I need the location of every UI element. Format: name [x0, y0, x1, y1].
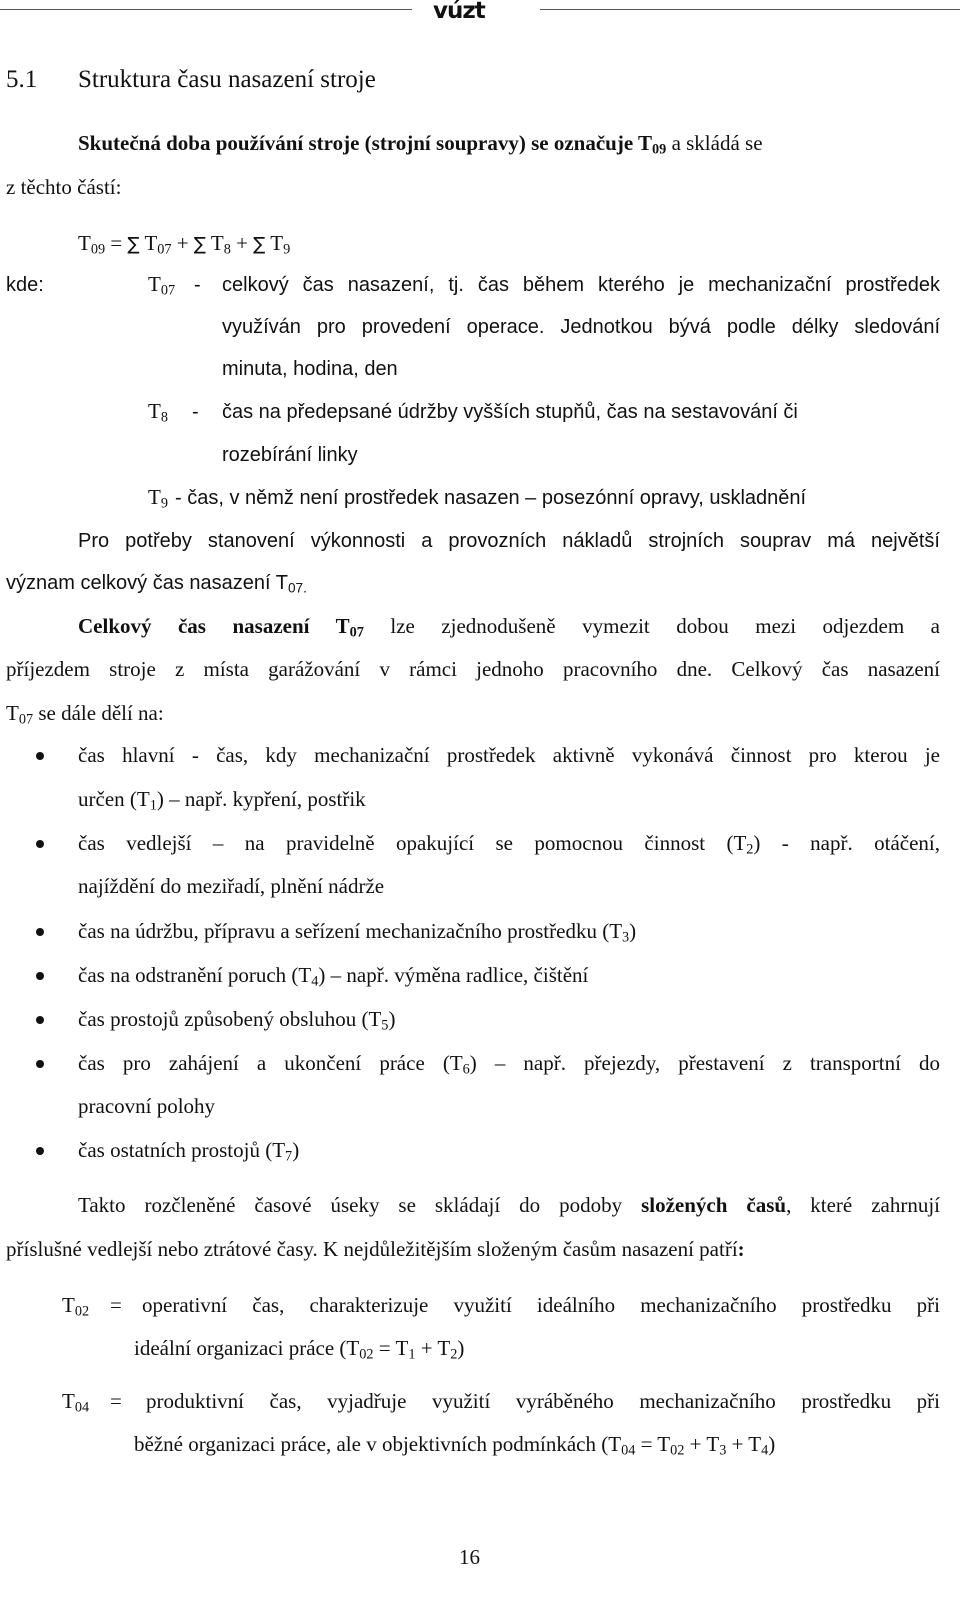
bullet-2-line1: čas vedlejší – na pravidelně opakující se pomocnou činnost $(T_2)$ - např. otáčení,: [78, 831, 940, 858]
para-takto-line2: příslušné vedlejší nebo ztrátové časy. K nejdůležitějším složeným časům nasazení patří:: [6, 1237, 745, 1261]
formula: $T_{09}$ = ∑ $T_{07}$ + ∑ $T_8$ + ∑ $T_9$: [78, 231, 291, 258]
t9-def: - čas, v němž není prostředek nasazen – posezónní opravy, uskladnění: [175, 487, 807, 509]
bullet-dot: [36, 1147, 44, 1155]
para-celkovy-line3: $T_{07}$ se dále dělí na:: [6, 701, 164, 728]
bullet-6-line2: pracovní polohy: [78, 1094, 216, 1118]
t8-def-line2: rozebírání linky: [222, 444, 358, 466]
bullet-dot: [36, 840, 44, 848]
bullet-2-line2: najíždění do meziřadí, plnění nádrže: [78, 874, 385, 898]
t07-dash: -: [194, 274, 201, 296]
header-rule-left: [0, 9, 412, 10]
t04-symbol: $T_{04}$: [62, 1389, 90, 1416]
section-number: 5.1: [6, 66, 38, 93]
bullet-dot: [36, 972, 44, 980]
bullet-1-line2: určen $(T_1)$ – např. kypření, postřik: [78, 787, 366, 814]
header-rule-right: [540, 9, 960, 10]
bullet-5: čas prostojů způsobený obsluhou $(T_5)$: [78, 1007, 396, 1034]
t8-symbol: $T_8$: [148, 399, 168, 426]
intro-line1: Skutečná doba používání stroje (strojní soupravy) se označuje $T_{09}$ a skládá se: [78, 131, 763, 158]
para-celkovy-line1: Celkový čas nasazení $T_{07}$ lze zjednodušeně vymezit dobou mezi odjezdem a: [78, 614, 940, 641]
t07-def-line3: minuta, hodina, den: [222, 358, 398, 380]
bullet-3: čas na údržbu, přípravu a seřízení mechanizačního prostředku $(T_3)$: [78, 919, 637, 946]
intro-line2: z těchto částí:: [6, 175, 122, 199]
t02-line1: operativní čas, charakterizuje využití ideálního mechanizačního prostředku při: [142, 1293, 940, 1317]
t02-equals: =: [110, 1293, 122, 1317]
vuzt-logo: vúzt: [433, 0, 485, 24]
bullet-dot: [36, 1060, 44, 1068]
bullet-1-line1: čas hlavní - čas, kdy mechanizační prostředek aktivně vykonává činnost pro kterou je: [78, 743, 940, 767]
bullet-7: čas ostatních prostojů $(T_7)$: [78, 1138, 300, 1165]
t8-def-line1: čas na předepsané údržby vyšších stupňů, čas na sestavování či: [222, 401, 798, 423]
t04-line2: běžné organizaci práce, ale v objektivních podmínkách $(T_{04} = T_{02} + T_3 + T_4)$: [134, 1432, 776, 1459]
t04-equals: =: [110, 1389, 122, 1413]
section-heading: [6, 66, 376, 94]
para-celkovy-line2: příjezdem stroje z místa garážování v rámci jednoho pracovního dne. Celkový čas nasazení: [6, 657, 940, 681]
t02-symbol: $T_{02}$: [62, 1293, 90, 1320]
para-pro-line1: Pro potřeby stanovení výkonnosti a provozních nákladů strojních souprav má největší: [78, 530, 940, 552]
bullet-4: čas na odstranění poruch $(T_4)$ – např. výměna radlice, čištění: [78, 963, 589, 990]
bullet-dot: [36, 928, 44, 936]
kde-label: kde:: [6, 274, 44, 296]
bullet-6-line1: čas pro zahájení a ukončení práce $(T_6)$ – např. přejezdy, přestavení z transportní do: [78, 1051, 940, 1078]
t02-line2: ideální organizaci práce $(T_{02} = T_1 + T_2)$: [134, 1336, 465, 1363]
t07-def-line2: využíván pro provedení operace. Jednotkou bývá podle délky sledování: [222, 316, 940, 338]
t07-symbol: $T_{07}$: [148, 272, 176, 299]
section-title: Struktura času nasazení stroje: [78, 66, 376, 93]
t8-dash: -: [192, 401, 199, 423]
bullet-dot: [36, 752, 44, 760]
t04-line1: produktivní čas, vyjadřuje využití vyráběného mechanizačního prostředku při: [146, 1389, 940, 1413]
bullet-dot: [36, 1016, 44, 1024]
para-pro-line2: význam celkový čas nasazení $T_{07.}$: [6, 572, 307, 596]
t9-symbol: $T_9$: [148, 485, 168, 512]
page-number: 16: [459, 1545, 480, 1569]
para-takto-line1: Takto rozčleněné časové úseky se skládají do podoby složených časů, které zahrnují: [78, 1193, 941, 1217]
t07-def-line1: celkový čas nasazení, tj. čas během kterého je mechanizační prostředek: [222, 274, 940, 296]
